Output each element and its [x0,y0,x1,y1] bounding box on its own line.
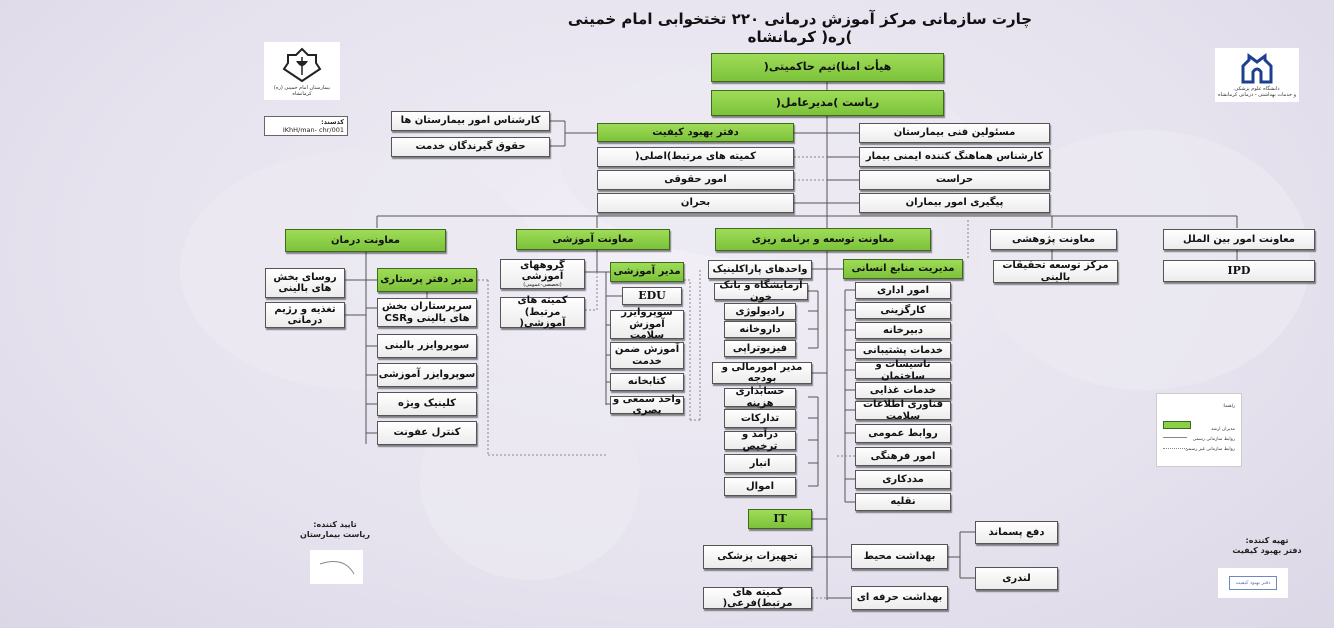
node-radiology[interactable]: رادیولوژی [724,303,796,320]
document-code-value: IKhH/man- chr/001 [282,126,344,135]
node-paraclinic-units[interactable]: واحدهای پاراکلینیک [708,260,812,279]
node-technical-officers[interactable]: مسئولین فنی بیمارستان [859,123,1050,143]
node-environmental-health[interactable]: بهداشت محیط [851,544,948,569]
node-social-work[interactable]: مددکاری [855,470,951,489]
node-warehouse[interactable]: انبار [724,454,796,473]
node-special-clinic[interactable]: کلینیک ویژه [377,392,477,416]
node-deputy-treatment[interactable]: معاونت درمان [285,229,446,252]
university-emblem-icon [1237,52,1277,86]
node-ipd[interactable]: IPD [1163,260,1315,282]
preparer-name: دفتر بهبود کیفیت [1232,546,1302,556]
node-pharmacy[interactable]: داروخانه [724,321,796,338]
node-health-education-supervisor[interactable]: سوپروایزر آموزش سلامت [610,310,684,339]
node-deputy-research[interactable]: معاونت پژوهشی [990,229,1117,250]
preparer-label: تهیه کننده: [1245,536,1289,545]
node-quality-improvement-office[interactable]: دفتر بهبود کیفیت [597,123,794,142]
approver-signature [310,550,363,584]
node-clinical-department-heads[interactable]: روسای بخش های بالینی [265,268,345,298]
node-laundry[interactable]: لندری [975,567,1058,590]
node-head-nurses[interactable]: سرپرستاران بخش های بالینی وCSR [377,298,477,327]
node-physiotherapy[interactable]: فیزیوتراپی [724,340,796,357]
node-finance-budget-manager[interactable]: مدیر امورمالی و بودجه [712,362,812,384]
node-deputy-international[interactable]: معاونت امور بین الملل [1163,229,1315,250]
node-lab-blood-bank[interactable]: آزمایشگاه و بانک خون [714,283,808,300]
hospital-logo-caption: بیمارستان امام خمینی (ره) کرمانشاه [273,85,331,97]
node-transportation[interactable]: نقلیه [855,493,951,511]
legend-dotted-line [1163,448,1187,449]
node-revenue-discharge[interactable]: درآمد و ترخیص [724,431,796,450]
node-clinical-supervisor[interactable]: سوپروایزر بالینی [377,334,477,358]
node-patient-affairs-followup[interactable]: پیگیری امور بیماران [859,193,1050,213]
node-clinical-research-center[interactable]: مرکز توسعه تحقیقات بالینی [993,260,1118,283]
legend [1156,393,1242,467]
university-logo-caption-2: و خدمات بهداشتی - درمانی کرمانشاه [1217,92,1297,98]
node-legal-affairs[interactable]: امور حقوقی [597,170,794,190]
preparer-block [1222,536,1312,557]
node-assets[interactable]: اموال [724,477,796,496]
legend-green-swatch [1163,421,1191,429]
node-education-manager[interactable]: مدیر آموزشی [610,262,684,282]
node-recruitment[interactable]: کارگزینی [855,302,951,319]
node-board-of-trustees[interactable]: هیأت امنا)تیم حاکمیتی( [711,53,944,82]
node-cost-accounting[interactable]: حسابداری هزینه [724,388,796,407]
legend-solid-line [1163,437,1187,438]
signature-icon [310,550,363,584]
approver-block [300,520,370,541]
document-code-label: کدسند: [321,118,344,126]
legend-item-senior-managers: مدیران ارشد [1210,427,1235,432]
node-human-resources-management[interactable]: مدیریت منابع انسانی [843,259,963,279]
node-patient-safety-coordinator[interactable]: کارشناس هماهنگ کننده ایمنی بیمار [859,147,1050,167]
university-logo [1215,48,1299,102]
education-groups-label: گروههای آموزشی [520,259,565,283]
node-security[interactable]: حراست [859,170,1050,190]
node-facilities-buildings[interactable]: تاسیسات و ساختمان [855,362,951,379]
node-deputy-development[interactable]: معاونت توسعه و برنامه ریزی [715,228,931,251]
node-infection-control[interactable]: کنترل عفونت [377,421,477,445]
page-title: چارت سازمانی مرکز آموزش درمانی ۲۲۰ تختخوابی امام خمینی )ره( کرمانشاه [567,10,1033,46]
node-medical-equipment[interactable]: تجهیزات پزشکی [703,545,812,569]
node-health-it[interactable]: فناوری اطلاعات سلامت [855,401,951,420]
hospital-emblem-icon [280,45,324,85]
education-groups-sublabel: (تخصصی-عمومی) [523,281,562,288]
node-audio-visual-unit[interactable]: واحد سمعی و بصری [610,396,684,414]
hospital-logo [264,42,340,100]
legend-item-formal-relations: روابط سازمانی رسمی [1192,437,1235,442]
node-education-groups[interactable] [500,259,585,289]
node-education-committees[interactable]: کمیته های مرتبط) آموزشی( [500,297,585,328]
node-sub-committees[interactable]: کمیته های مرتبط)فرعی( [703,587,812,609]
approver-label: تایید کننده: [313,520,357,529]
node-service-recipients-rights[interactable]: حقوق گیرندگان خدمت [391,137,550,157]
node-procurement[interactable]: تدارکات [724,409,796,428]
node-waste-disposal[interactable]: دفع پسماند [975,521,1058,544]
node-nutrition-diet-therapy[interactable]: تغذیه و رژیم درمانی [265,302,345,328]
node-support-services[interactable]: خدمات پشتیبانی [855,342,951,359]
node-main-committees[interactable]: کمیته های مرتبط)اصلی( [597,147,794,167]
node-library[interactable]: کتابخانه [610,373,684,391]
node-edu[interactable]: EDU [622,287,682,305]
node-administrative-affairs[interactable]: امور اداری [855,282,951,299]
approver-name: ریاست بیمارستان [300,530,370,540]
node-cultural-affairs[interactable]: امور فرهنگی [855,447,951,466]
preparer-stamp-area [1218,568,1288,598]
node-in-service-training[interactable]: آموزش ضمن خدمت [610,342,684,369]
node-nursing-office-manager[interactable]: مدیر دفتر پرستاری [377,268,477,292]
node-public-relations[interactable]: روابط عمومی [855,424,951,443]
document-code [264,116,348,136]
legend-title: راهنما: [1222,404,1235,409]
node-ceo[interactable]: ریاست )مدیرعامل( [711,90,944,116]
node-food-services[interactable]: خدمات غذایی [855,382,951,399]
node-secretariat[interactable]: دبیرخانه [855,322,951,339]
node-deputy-education[interactable]: معاونت آموزشی [516,229,670,250]
preparer-stamp: دفتر بهبود کیفیت [1229,576,1278,590]
legend-item-informal-relations: روابط سازمانی غیر رسمی [1184,447,1235,452]
node-crisis[interactable]: بحران [597,193,794,213]
university-logo-caption-1: دانشگاه علوم پزشکی [1234,86,1280,92]
node-hospital-affairs-expert[interactable]: کارشناس امور بیمارستان ها [391,111,550,131]
node-education-supervisor[interactable]: سوپروایزر آموزشی [377,363,477,387]
node-it[interactable]: IT [748,509,812,529]
node-occupational-health[interactable]: بهداشت حرفه ای [851,586,948,610]
